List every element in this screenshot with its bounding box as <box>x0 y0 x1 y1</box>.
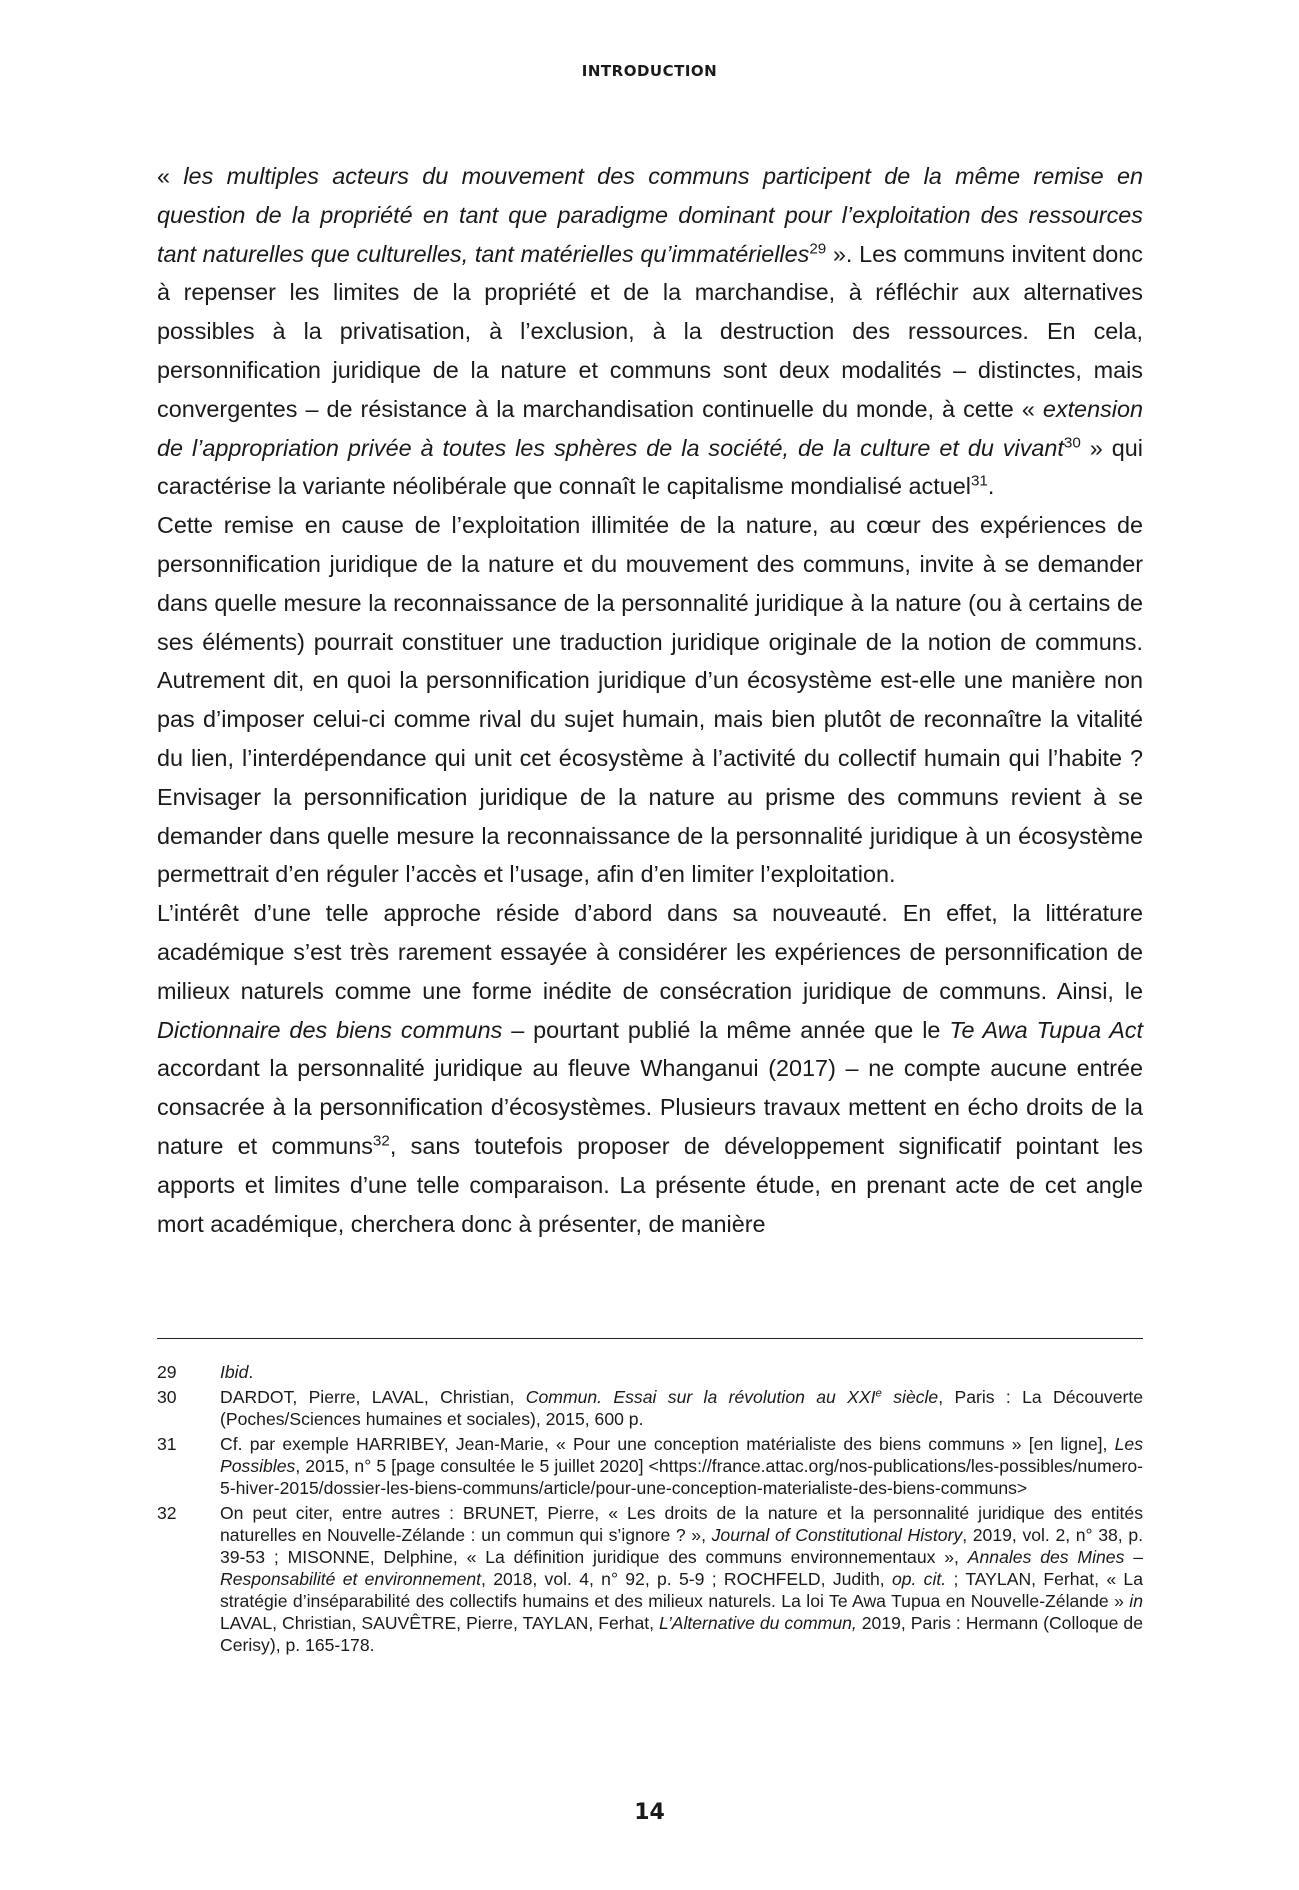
journal-title: Les Possibles <box>220 1434 1143 1476</box>
page-number: 14 <box>634 1800 665 1825</box>
footnote-text <box>220 1386 1143 1430</box>
footnote-number: 30 <box>157 1387 177 1407</box>
footnote-30 <box>157 1386 1143 1430</box>
text-run: On peut citer, entre autres : BRUNET, Pierre, « Les droits de la nature et la personnalité juridique des entités naturelles en Nouvelle-Zélande : un commun qui s’ignore ? », <box>220 1503 1143 1545</box>
text-run: , sans toutefois proposer de développement significatif pointant les apports et limites d’une telle comparaison. La présente étude, en prenant acte de cet angle mort académique, cherchera donc à présenter, de manière <box>157 1132 1143 1237</box>
text-run: Commun. Essai sur la révolution au XXI <box>525 1387 876 1407</box>
text-run: 2019, Paris : Hermann (Colloque de Cerisy), p. 165-178. <box>220 1613 1143 1655</box>
footnote-number: 31 <box>157 1434 177 1454</box>
text-run: LAVAL, Christian, SAUVÊTRE, Pierre, TAYLAN, Ferhat, <box>220 1613 660 1633</box>
footnote-29 <box>157 1361 1143 1383</box>
text-run: , 2015, n° 5 [page consultée le 5 juillet 2020] <https://france.attac.org/nos-publications/les-possibles/numero-5-hiver-2015/dossier-les-biens-communs/article/pour-une-conception-materialiste-des-biens-communs> <box>220 1456 1143 1498</box>
text-run: DARDOT, Pierre, LAVAL, Christian, <box>220 1387 526 1407</box>
footnote-separator <box>157 1338 1143 1339</box>
text-run: , Paris : La Découverte (Poches/Sciences humaines et sociales), 2015, 600 p. <box>220 1387 1144 1429</box>
text-run: accordant la personnalité juridique au fleuve Whanganui (2017) – ne compte aucune entrée consacrée à la personnification d’écosystèmes. Plusieurs travaux mettent en écho droits de la nature et communs <box>157 1055 1143 1159</box>
paragraph-1 <box>157 157 1143 506</box>
footnotes <box>157 1361 1143 1659</box>
text-run: « <box>157 163 184 189</box>
paragraph-3 <box>157 894 1143 1243</box>
text-run: . <box>987 473 995 500</box>
footnote-number: 32 <box>157 1503 177 1523</box>
footnote-ref[interactable]: 30 <box>1063 434 1081 452</box>
text-run: in <box>1129 1591 1143 1611</box>
text-run: » qui caractérise la variante néolibérale que connaît le capitalisme mondialisé actuel <box>157 434 1143 500</box>
main-text <box>157 157 1143 1243</box>
work-title: Dictionnaire des biens communs <box>157 1016 503 1043</box>
footnote-ref[interactable]: 32 <box>372 1132 390 1150</box>
text-run: Ibid <box>220 1362 249 1382</box>
text-run: ». Les communs invitent donc à repenser les limites de la propriété et de la marchandise, à réfléchir aux alternatives possibles à la privatisation, à l’exclusion, à la destruction des ressources. En cela, personnification juridique de la nature et communs sont deux modalités – distinctes, mais convergentes – de résistance à la marchandisation continuelle du monde, à cette « <box>157 240 1143 422</box>
footnote-text <box>220 1361 1143 1383</box>
quotation: les multiples acteurs du mouvement des communs participent de la même remise en question de la propriété en tant que paradigme dominant pour l’exploitation des ressources tant naturelles que culturelles, tant matérielles qu’immatérielles <box>157 163 1143 267</box>
footnote-ref[interactable]: 29 <box>809 240 827 258</box>
journal-title: Annales des Mines – Responsabilité et environnement <box>220 1547 1143 1589</box>
quotation: extension de l’appropriation privée à toutes les sphères de la société, de la culture et du vivant <box>157 395 1143 461</box>
footnote-31 <box>157 1433 1143 1499</box>
text-run: ; TAYLAN, Ferhat, « La stratégie d’inséparabilité des collectifs humains et des milieux naturels. La loi Te Awa Tupua en Nouvelle-Zélande » <box>220 1569 1143 1611</box>
journal-title: Journal of Constitutional History <box>711 1525 963 1545</box>
book-title <box>526 1387 938 1407</box>
paragraph-2: Cette remise en cause de l’exploitation illimitée de la nature, au cœur des expériences de personnification juridique de la nature et du mouvement des communs, invite à se demander dans quelle mesure la reconnaissance de la personnalité juridique à la nature (ou à certains de ses éléments) pourrait constituer une traduction juridique originale de la notion de communs. Autrement dit, en quoi la personnification juridique d’un écosystème est-elle une manière non pas d’imposer celui-ci comme rival du sujet humain, mais bien plutôt de reconnaître la vitalité du lien, l’interdépendance qui unit cet écosystème à l’activité du collectif humain qui l’habite ? Envisager la personnification juridique de la nature au prisme des communs revient à se demander dans quelle mesure la reconnaissance de la personnalité juridique à un écosystème permettrait d’en réguler l’accès et l’usage, afin d’en limiter l’exploitation. <box>157 512 1143 888</box>
work-title: Te Awa Tupua Act <box>949 1016 1143 1043</box>
text-run: e <box>875 1387 882 1400</box>
text-run: – pourtant publié la même année que le <box>502 1016 950 1043</box>
text-run: op. cit. <box>891 1569 947 1589</box>
footnote-ref[interactable]: 31 <box>970 473 988 491</box>
text-run: L’intérêt d’une telle approche réside d’abord dans sa nouveauté. En effet, la littérature académique s’est très rarement essayée à considérer les expériences de personnification de milieux naturels comme une forme inédite de consécration juridique de communs. Ainsi, le <box>157 900 1143 1004</box>
running-head: INTRODUCTION <box>581 62 718 80</box>
text-run: siècle <box>881 1387 939 1407</box>
text-run: . <box>248 1362 254 1382</box>
footnote-text <box>220 1502 1143 1656</box>
footnote-text <box>220 1433 1143 1499</box>
footnote-32 <box>157 1502 1143 1656</box>
text-run: , 2019, vol. 2, n° 38, p. 39-53 ; MISONNE, Delphine, « La définition juridique des communs environnementaux », <box>220 1525 1143 1567</box>
text-run: Cf. par exemple HARRIBEY, Jean-Marie, « Pour une conception matérialiste des biens communs » [en ligne], <box>220 1434 1115 1454</box>
book-title: L’Alternative du commun, <box>659 1613 857 1633</box>
text-run: , 2018, vol. 4, n° 92, p. 5-9 ; ROCHFELD, Judith, <box>481 1569 892 1589</box>
footnote-number: 29 <box>157 1362 177 1382</box>
